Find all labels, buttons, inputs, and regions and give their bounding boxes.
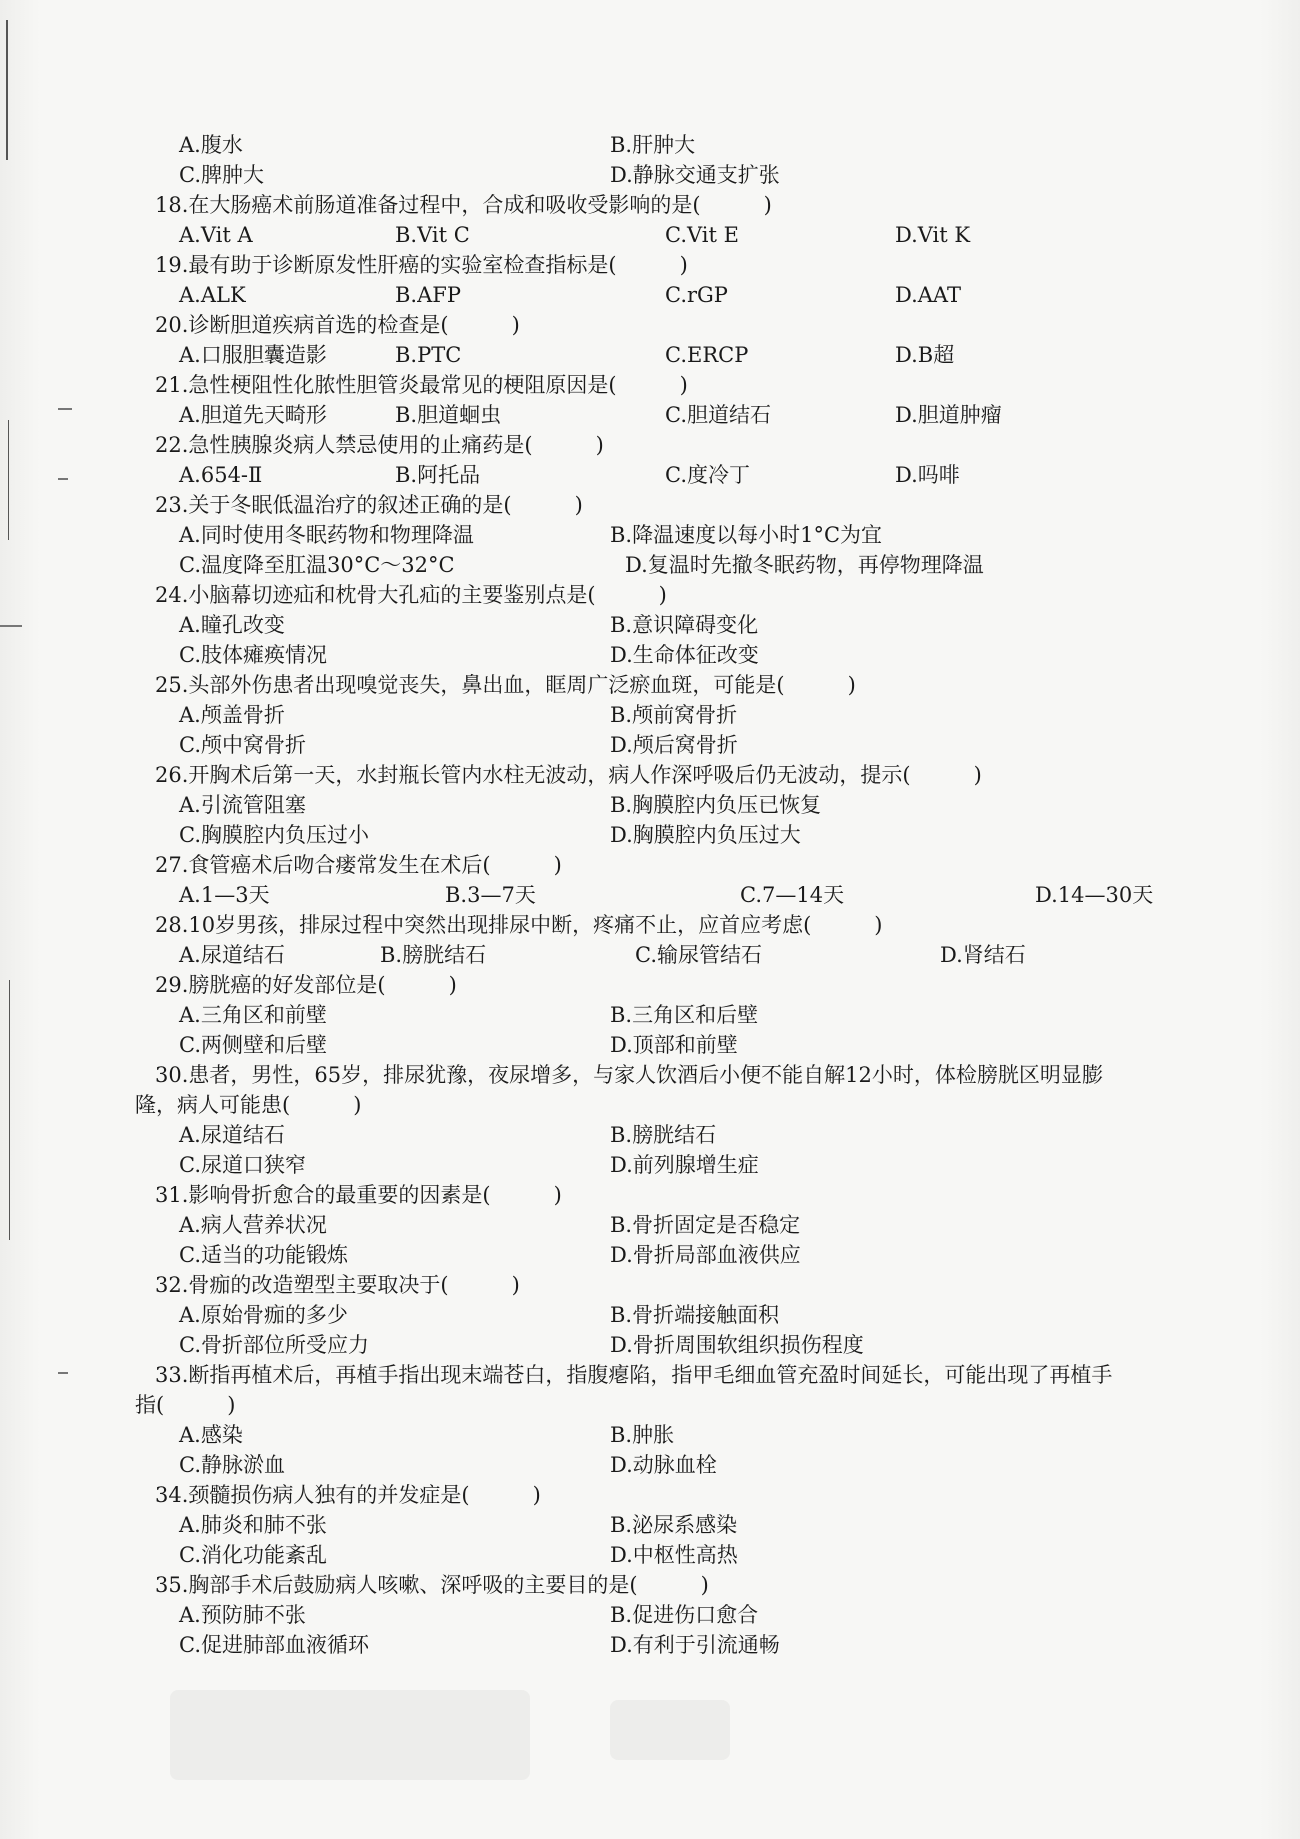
question-stem: 24.小脑幕切迹疝和枕骨大孔疝的主要鉴别点是( ) <box>155 583 667 607</box>
question-stem: 35.胸部手术后鼓励病人咳嗽、深呼吸的主要目的是( ) <box>155 1573 709 1597</box>
option-d: D.动脉血栓 <box>610 1453 717 1477</box>
option-d: D.胸膜腔内负压过大 <box>610 823 801 847</box>
option-d: D.B超 <box>895 343 955 367</box>
question-stem: 33.断指再植术后，再植手指出现末端苍白，指腹瘪陷，指甲毛细血管充盈时间延长，可能出现了再植手 <box>155 1363 1113 1387</box>
option-b: B.Vit C <box>395 223 470 247</box>
option-c: C.促进肺部血液循环 <box>179 1633 369 1657</box>
option-a: A.尿道结石 <box>179 1123 285 1147</box>
option-d: D.Vit K <box>895 223 971 247</box>
option-a: A.三角区和前壁 <box>179 1003 327 1027</box>
option-d: D.AAT <box>895 283 961 307</box>
option-a: A.ALK <box>179 283 246 307</box>
question-stem: 30.患者，男性，65岁，排尿犹豫，夜尿增多，与家人饮酒后小便不能自解12小时，体检膀胱区明显膨 <box>155 1063 1103 1087</box>
option-a: A.预防肺不张 <box>179 1603 306 1627</box>
scan-smudge <box>170 1690 530 1780</box>
option-row <box>155 220 1205 250</box>
option-a: A.原始骨痂的多少 <box>179 1303 348 1327</box>
option-c: C.尿道口狭窄 <box>179 1153 306 1177</box>
option-c: C.骨折部位所受应力 <box>179 1333 369 1357</box>
margin-tick <box>58 478 68 480</box>
option-c: C.胆道结石 <box>665 403 771 427</box>
option-c: C.胸膜腔内负压过小 <box>179 823 369 847</box>
option-row <box>155 790 1205 820</box>
option-row <box>155 940 1205 970</box>
option-row <box>155 400 1205 430</box>
option-a: A.肺炎和肺不张 <box>179 1513 327 1537</box>
option-d: D.吗啡 <box>895 463 960 487</box>
option-b: B.骨折端接触面积 <box>610 1303 780 1327</box>
option-d: D.胆道肿瘤 <box>895 403 1002 427</box>
option-b: B.颅前窝骨折 <box>610 703 738 727</box>
option-c: C.适当的功能锻炼 <box>179 1243 348 1267</box>
option-d: D.颅后窝骨折 <box>610 733 738 757</box>
option-b: B.阿托品 <box>395 463 481 487</box>
option-a: A.感染 <box>179 1423 243 1447</box>
option-a: A.引流管阻塞 <box>179 793 306 817</box>
option-a: A.瞳孔改变 <box>179 613 285 637</box>
option-row <box>155 1330 1205 1360</box>
option-row <box>155 1210 1205 1240</box>
option-row <box>155 880 1205 910</box>
option-row <box>155 1630 1205 1660</box>
option-c: C.Vit E <box>665 223 739 247</box>
option-row <box>155 640 1205 670</box>
question-stem: 18.在大肠癌术前肠道准备过程中，合成和吸收受影响的是( ) <box>155 193 772 217</box>
option-d: D.14—30天 <box>1035 883 1154 907</box>
question-stem: 31.影响骨折愈合的最重要的因素是( ) <box>155 1183 562 1207</box>
question-stem: 20.诊断胆道疾病首选的检查是( ) <box>155 313 520 337</box>
option-row <box>155 130 1205 160</box>
option-b: B.泌尿系感染 <box>610 1513 738 1537</box>
option-d: D.静脉交通支扩张 <box>610 163 780 187</box>
option-a: A.胆道先天畸形 <box>179 403 327 427</box>
option-b: B.3—7天 <box>445 883 536 907</box>
option-row <box>155 1240 1205 1270</box>
option-b: B.PTC <box>395 343 462 367</box>
question-stem: 34.颈髓损伤病人独有的并发症是( ) <box>155 1483 541 1507</box>
option-row <box>155 1420 1205 1450</box>
option-row <box>155 1120 1205 1150</box>
option-d: D.前列腺增生症 <box>610 1153 759 1177</box>
option-d: D.顶部和前壁 <box>610 1033 738 1057</box>
margin-tick <box>58 408 72 410</box>
option-b: B.胸膜腔内负压已恢复 <box>610 793 822 817</box>
question-stem: 23.关于冬眠低温治疗的叙述正确的是( ) <box>155 493 583 517</box>
option-b: B.促进伤口愈合 <box>610 1603 759 1627</box>
option-row <box>155 1540 1205 1570</box>
option-a: A.Vit A <box>179 223 253 247</box>
question-stem: 27.食管癌术后吻合瘘常发生在术后( ) <box>155 853 562 877</box>
question-stem: 19.最有助于诊断原发性肝癌的实验室检查指标是( ) <box>155 253 688 277</box>
option-c: C.静脉淤血 <box>179 1453 285 1477</box>
option-row <box>155 730 1205 760</box>
option-row <box>155 280 1205 310</box>
question-stem: 29.膀胱癌的好发部位是( ) <box>155 973 457 997</box>
margin-tick <box>58 1372 68 1374</box>
option-c: C.7—14天 <box>740 883 845 907</box>
option-b: B.胆道蛔虫 <box>395 403 502 427</box>
option-b: B.膀胱结石 <box>380 943 487 967</box>
scan-edge-mark <box>9 980 10 1240</box>
option-c: C.输尿管结石 <box>635 943 762 967</box>
option-c: C.脾肿大 <box>179 163 264 187</box>
option-a: A.病人营养状况 <box>179 1213 327 1237</box>
option-row <box>155 520 1205 550</box>
option-c: C.颅中窝骨折 <box>179 733 306 757</box>
option-b: B.三角区和后壁 <box>610 1003 759 1027</box>
scan-edge-mark <box>6 20 8 160</box>
question-stem-continued: 隆，病人可能患( ) <box>135 1093 362 1117</box>
option-row <box>155 1030 1205 1060</box>
question-stem: 22.急性胰腺炎病人禁忌使用的止痛药是( ) <box>155 433 604 457</box>
scan-edge-mark <box>8 420 9 540</box>
option-b: B.骨折固定是否稳定 <box>610 1213 801 1237</box>
question-stem: 28.10岁男孩，排尿过程中突然出现排尿中断，疼痛不止，应首应考虑( ) <box>155 913 883 937</box>
option-b: B.意识障碍变化 <box>610 613 759 637</box>
option-row <box>155 1450 1205 1480</box>
option-c: C.ERCP <box>665 343 749 367</box>
option-a: A.同时使用冬眠药物和物理降温 <box>179 523 474 547</box>
option-a: A.腹水 <box>179 133 243 157</box>
question-list <box>135 130 1205 1660</box>
question-stem: 21.急性梗阻性化脓性胆管炎最常见的梗阻原因是( ) <box>155 373 688 397</box>
option-b: B.AFP <box>395 283 461 307</box>
option-row <box>155 460 1205 490</box>
option-row <box>155 1600 1205 1630</box>
option-b: B.降温速度以每小时1°C为宜 <box>610 523 883 547</box>
question-stem: 25.头部外伤患者出现嗅觉丧失，鼻出血，眶周广泛瘀血斑，可能是( ) <box>155 673 856 697</box>
margin-tick <box>0 625 22 627</box>
scan-smudge <box>610 1700 730 1760</box>
option-d: D.复温时先撤冬眠药物，再停物理降温 <box>625 553 984 577</box>
option-d: D.生命体征改变 <box>610 643 759 667</box>
option-row <box>155 820 1205 850</box>
option-b: B.膀胱结石 <box>610 1123 717 1147</box>
option-a: A.颅盖骨折 <box>179 703 285 727</box>
question-stem: 32.骨痂的改造塑型主要取决于( ) <box>155 1273 520 1297</box>
option-a: A.尿道结石 <box>179 943 285 967</box>
option-c: C.度冷丁 <box>665 463 750 487</box>
option-row <box>155 160 1205 190</box>
option-row <box>155 550 1205 580</box>
question-stem: 26.开胸术后第一天，水封瓶长管内水柱无波动，病人作深呼吸后仍无波动，提示( ) <box>155 763 982 787</box>
option-a: A.口服胆囊造影 <box>179 343 327 367</box>
option-a: A.654-Ⅱ <box>179 463 263 487</box>
option-d: D.有利于引流通畅 <box>610 1633 780 1657</box>
option-b: B.肿胀 <box>610 1423 675 1447</box>
option-d: D.肾结石 <box>940 943 1026 967</box>
option-c: C.消化功能紊乱 <box>179 1543 327 1567</box>
option-d: D.骨折局部血液供应 <box>610 1243 801 1267</box>
question-stem-continued: 指( ) <box>135 1393 236 1417</box>
option-row <box>155 340 1205 370</box>
option-row <box>155 1300 1205 1330</box>
option-row <box>155 700 1205 730</box>
option-b: B.肝肿大 <box>610 133 696 157</box>
option-row <box>155 610 1205 640</box>
option-row <box>155 1000 1205 1030</box>
option-row <box>155 1150 1205 1180</box>
option-row <box>155 1510 1205 1540</box>
option-c: C.肢体瘫痪情况 <box>179 643 327 667</box>
option-d: D.骨折周围软组织损伤程度 <box>610 1333 864 1357</box>
option-c: C.温度降至肛温30°C～32°C <box>179 553 455 577</box>
option-a: A.1—3天 <box>179 883 270 907</box>
option-c: C.两侧壁和后壁 <box>179 1033 327 1057</box>
option-d: D.中枢性高热 <box>610 1543 738 1567</box>
option-c: C.rGP <box>665 283 728 307</box>
